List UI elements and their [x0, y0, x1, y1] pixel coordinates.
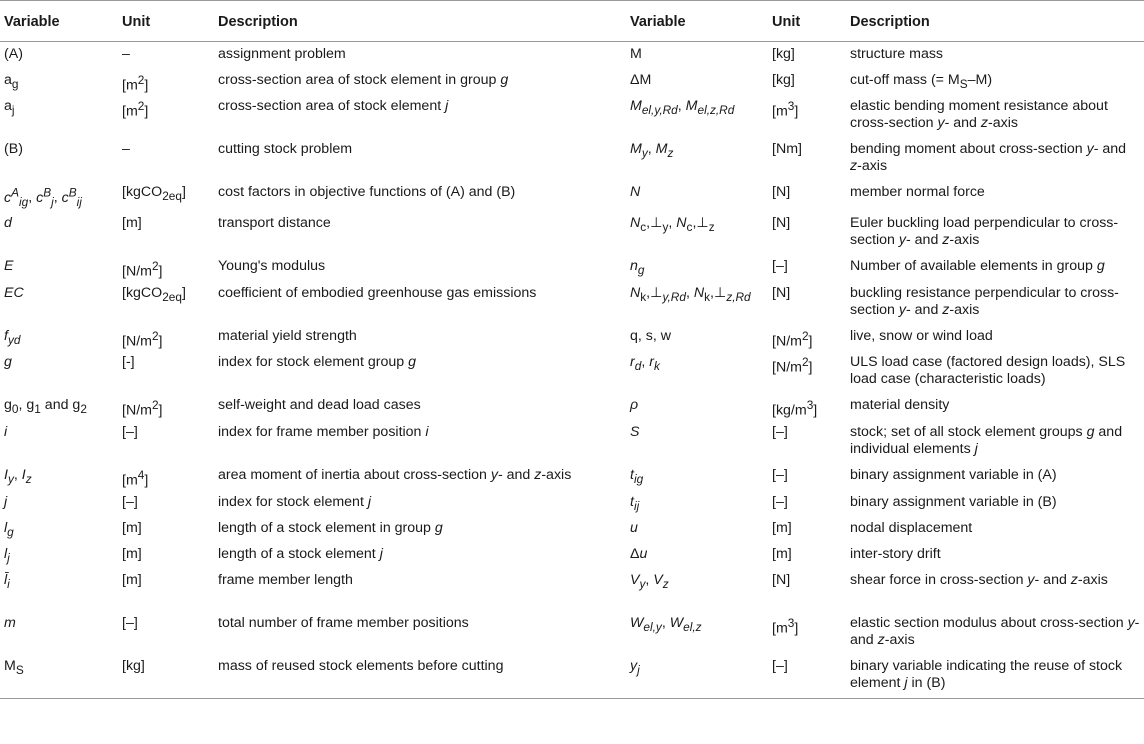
description-cell: length of a stock element in group g: [218, 519, 443, 536]
variable-cell-2: $N_c,\perp_y$, $N_c,\perp_z$: [630, 214, 715, 234]
variable-cell: $a_g$: [4, 71, 19, 91]
description-cell: cross-section area of stock element j: [218, 98, 449, 115]
unit-cell: $[N/m^2]$: [122, 328, 163, 350]
table-row: [0, 254, 1144, 281]
description-cell: assignment problem: [218, 46, 346, 62]
header-row: [0, 1, 1144, 42]
variable-cell: $c^A_{ig}$, $c^B_j$, $c^B_{ij}$: [4, 185, 82, 209]
unit-cell-2: [–]: [772, 424, 788, 440]
header-description-2: Description: [846, 1, 1144, 42]
description-cell-2: binary variable indicating the reuse of stock element j in (B): [846, 654, 1144, 699]
description-cell-2: binary assignment variable in (B): [850, 493, 1057, 510]
table-row: [0, 94, 1144, 137]
table-body: [0, 42, 1144, 699]
variable-cell-2: q, s, w: [630, 327, 671, 344]
unit-cell-2: [Nm]: [772, 141, 802, 158]
variable-cell-2: S: [630, 424, 640, 440]
variable-cell: (B): [4, 141, 23, 158]
variable-cell-2: $t_{ig}$: [630, 467, 644, 486]
table-row: [0, 420, 1144, 463]
description-cell-2: material density: [850, 397, 950, 414]
table-row: [0, 68, 1144, 95]
table-row: [0, 137, 1144, 180]
description-cell-2: shear force in cross-section y- and z-axis: [850, 571, 1108, 588]
unit-cell: [kg]: [118, 654, 214, 699]
variable-cell-2: $N_k,\perp_{y,Rd}$, $N_k,\perp_{z,Rd}$: [630, 284, 751, 304]
variable-cell: (A): [4, 46, 23, 62]
unit-cell: $[N/m^2]$: [122, 398, 163, 419]
description-cell-2: elastic bending moment resistance about cross-section y- and z-axis: [850, 98, 1108, 132]
variable-cell: $l_g$: [4, 519, 14, 539]
unit-cell-2: [–]: [772, 257, 788, 274]
description-cell: cross-section area of stock element in group g: [218, 71, 509, 88]
description-cell-2: bending moment about cross-section y- and z-axis: [850, 141, 1127, 175]
unit-cell: [kgCO$_{2eq}$]: [122, 284, 186, 304]
table-row: [0, 516, 1144, 542]
unit-cell: $[m^4]$: [122, 468, 149, 489]
variable-cell-2: N: [630, 184, 641, 201]
unit-cell-2: $[m^3]$: [772, 99, 799, 120]
table-row: [0, 542, 1144, 568]
table-row: [0, 350, 1144, 393]
description-cell: cost factors in objective functions of (A) and (B): [218, 184, 516, 201]
table-row: [0, 568, 1144, 611]
unit-cell-2: $[N/m^2]$: [772, 355, 813, 376]
unit-cell-2: $[N/m^2]$: [772, 328, 813, 350]
variable-cell-2: $M_y$, $M_z$: [630, 141, 674, 161]
variable-cell: $l_j$: [4, 545, 10, 565]
table-row: [0, 393, 1144, 420]
unit-cell-2: [kg]: [772, 71, 795, 88]
table-row: [0, 490, 1144, 516]
description-cell-2: member normal force: [850, 184, 985, 201]
unit-cell-2: [kg]: [772, 46, 795, 62]
variable-cell: $g_0$, $g_1$ and $g_2$: [4, 397, 87, 417]
variable-cell-2: ρ: [630, 397, 639, 414]
unit-cell: [–]: [122, 424, 138, 440]
table-row: [0, 324, 1144, 351]
description-cell-2: stock; set of all stock element groups g and individual elements j: [850, 424, 1123, 457]
variable-cell-2: M: [630, 46, 642, 62]
description-cell-2: elastic section modulus about cross-section y- and z-axis: [850, 614, 1140, 648]
description-cell: area moment of inertia about cross-section y- and z-axis: [218, 467, 572, 483]
unit-cell: [kgCO$_{2eq}$]: [122, 184, 186, 204]
description-cell-2: ULS load case (factored design loads), SLS load case (characteristic loads): [850, 354, 1126, 388]
table-row: [0, 211, 1144, 254]
table-row: [0, 180, 1144, 211]
variable-cell-2: $n_g$: [630, 257, 645, 277]
description-cell: Young's modulus: [218, 257, 326, 274]
table-row: [0, 281, 1144, 324]
table-row: [0, 42, 1144, 68]
description-cell-2: nodal displacement: [850, 519, 973, 536]
variable-cell-2: $M_{el,y,Rd}$, $M_{el,z,Rd}$: [630, 98, 735, 118]
unit-cell: $[m^2]$: [122, 99, 149, 120]
variable-cell-2: $r_d$, $r_k$: [630, 354, 660, 374]
description-cell-2: cut-off mass (= $M_S-M$): [850, 71, 993, 91]
unit-cell-2: [–]: [772, 467, 788, 483]
variable-cell: $f_{yd}$: [4, 327, 21, 347]
unit-cell-2: $[kg/m^3]$: [772, 398, 818, 419]
unit-cell-2: [N]: [772, 214, 791, 231]
table-row: [0, 654, 1144, 699]
description-cell: frame member length: [218, 571, 353, 588]
unit-cell-2: [m]: [772, 519, 792, 536]
variable-cell: i: [4, 424, 8, 440]
unit-cell-2: [m]: [772, 545, 792, 562]
variable-cell-2: $W_{el,y}$, $W_{el,z}$: [630, 614, 702, 634]
description-cell: index for frame member position i: [218, 424, 429, 440]
unit-cell: [m]: [122, 545, 142, 562]
header-unit-2: Unit: [768, 1, 846, 42]
unit-cell: [–]: [122, 493, 138, 510]
description-cell: index for stock element j: [218, 493, 371, 510]
variable-cell: $a_j$: [4, 98, 15, 118]
description-cell: total number of frame member positions: [218, 614, 469, 631]
header-variable-2: Variable: [626, 1, 768, 42]
variable-cell-2: $t_{ij}$: [630, 493, 640, 513]
unit-cell-2: [N]: [772, 284, 791, 301]
description-cell-2: live, snow or wind load: [850, 327, 993, 344]
unit-cell: –: [122, 141, 130, 158]
description-cell-2: Euler buckling load perpendicular to cross-section y- and z-axis: [850, 214, 1119, 248]
unit-cell: –: [122, 46, 130, 62]
unit-cell: $[N/m^2]$: [122, 258, 163, 280]
header-description: Description: [214, 1, 626, 42]
variable-cell: g: [4, 354, 12, 371]
description-cell: transport distance: [218, 214, 331, 231]
table-row: [0, 463, 1144, 490]
unit-cell-2: [N]: [772, 571, 791, 588]
variable-cell: $l̄_i$: [4, 571, 10, 591]
description-cell: cutting stock problem: [218, 141, 353, 158]
variable-cell: $I_y$, $I_z$: [4, 467, 32, 486]
table-row: [0, 611, 1144, 654]
description-cell-2: buckling resistance perpendicular to cross-section y- and z-axis: [850, 284, 1119, 318]
variable-cell: EC: [4, 284, 24, 301]
variable-cell-2: u: [630, 519, 638, 536]
description-cell-2: Number of available elements in group g: [850, 257, 1105, 274]
variable-cell: $M_S$: [0, 654, 118, 699]
unit-cell-2: [N]: [772, 184, 791, 201]
unit-cell: [–]: [122, 614, 138, 631]
description-cell-2: inter-story drift: [850, 545, 941, 562]
header-unit: Unit: [118, 1, 214, 42]
unit-cell: [-]: [122, 354, 135, 371]
unit-cell: $[m^2]$: [122, 72, 149, 94]
unit-cell-2: [–]: [772, 493, 788, 510]
unit-cell-2: [–]: [768, 654, 846, 699]
description-cell-2: structure mass: [850, 46, 944, 62]
description-cell: mass of reused stock elements before cutting: [214, 654, 626, 699]
variable-cell: j: [4, 493, 8, 510]
variable-cell-2: Δu: [630, 545, 648, 562]
description-cell: coefficient of embodied greenhouse gas emissions: [218, 284, 537, 301]
variable-cell-2: $V_y$, $V_z$: [630, 571, 669, 591]
description-cell: index for stock element group g: [218, 354, 416, 371]
unit-cell: [m]: [122, 214, 142, 231]
description-cell: length of a stock element j: [218, 545, 383, 562]
variable-cell: E: [4, 257, 14, 274]
variable-cell-2: ΔM: [630, 71, 652, 88]
variable-cell: d: [4, 214, 12, 231]
description-cell: material yield strength: [218, 327, 357, 344]
unit-cell: [m]: [122, 571, 142, 588]
unit-cell-2: $[m^3]$: [772, 615, 799, 637]
header-variable: Variable: [0, 1, 118, 42]
unit-cell: [m]: [122, 519, 142, 536]
description-cell: self-weight and dead load cases: [218, 397, 421, 414]
variable-cell-2: $y_j$: [626, 654, 768, 699]
description-cell-2: binary assignment variable in (A): [850, 467, 1057, 483]
variable-cell: m: [4, 614, 16, 631]
